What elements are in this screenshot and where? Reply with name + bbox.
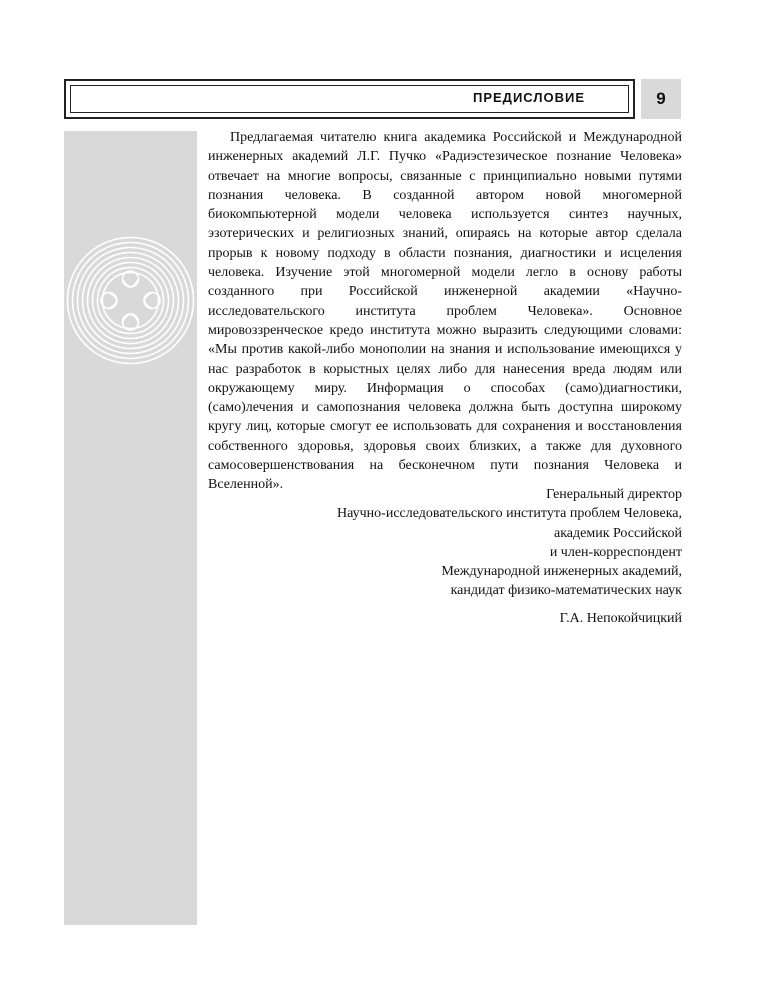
section-title: ПРЕДИСЛОВИЕ <box>473 90 585 105</box>
signature-block <box>242 485 682 628</box>
signature-name: Г.А. Непокойчицкий <box>559 610 682 626</box>
page-number: 9 <box>641 79 681 119</box>
preface-paragraph <box>208 128 682 495</box>
signature-line: и член-корреспондент <box>549 544 682 560</box>
signature-line: Научно-исследовательского института проблем Человека, <box>337 506 682 522</box>
preface-text: Предлагаемая читателю книга академика Российской и Международной инженерных академий Л.Г. Пучко «Радиэстезическое познание Человека» отвечает на многие вопросы, связанные с принципиально новыми путями познания человека. В созданной автором новой многомерной биокомпьютерной модели человека используется синтез научных, эзотерических и религиозных знаний, опираясь на которые автор сделала прорыв к новому подходу в области познания, диагностики и исцеления человека. Изучение этой многомерной модели легло в основу работы созданного при Российской инженерной академии «Научно-исследовательского института проблем Человека». Основное мировоззренческое кредо института можно выразить следующими словами: «Мы против какой-либо монополии на знания и использование имеющихся у нас разработок в корыстных целях либо для нанесения вреда людям или окружающему миру. Информация о способах (само)диагностики, (само)лечения и самопознания человека должна быть доступна широкому кругу лиц, которые смогут ее использовать для сохранения и восстановления собственного здоровья, здоровья своих близких, а также для духовного самосовершенствования на бесконечном пути познания Человека и Вселенной». <box>208 130 682 493</box>
signature-line: кандидат физико-математических наук <box>450 583 682 599</box>
signature-line: Генеральный директор <box>546 487 682 502</box>
signature-line: Международной инженерных академий, <box>441 564 682 580</box>
concentric-circles-quatrefoil-icon <box>66 236 195 365</box>
signature-line: академик Российской <box>553 525 682 541</box>
